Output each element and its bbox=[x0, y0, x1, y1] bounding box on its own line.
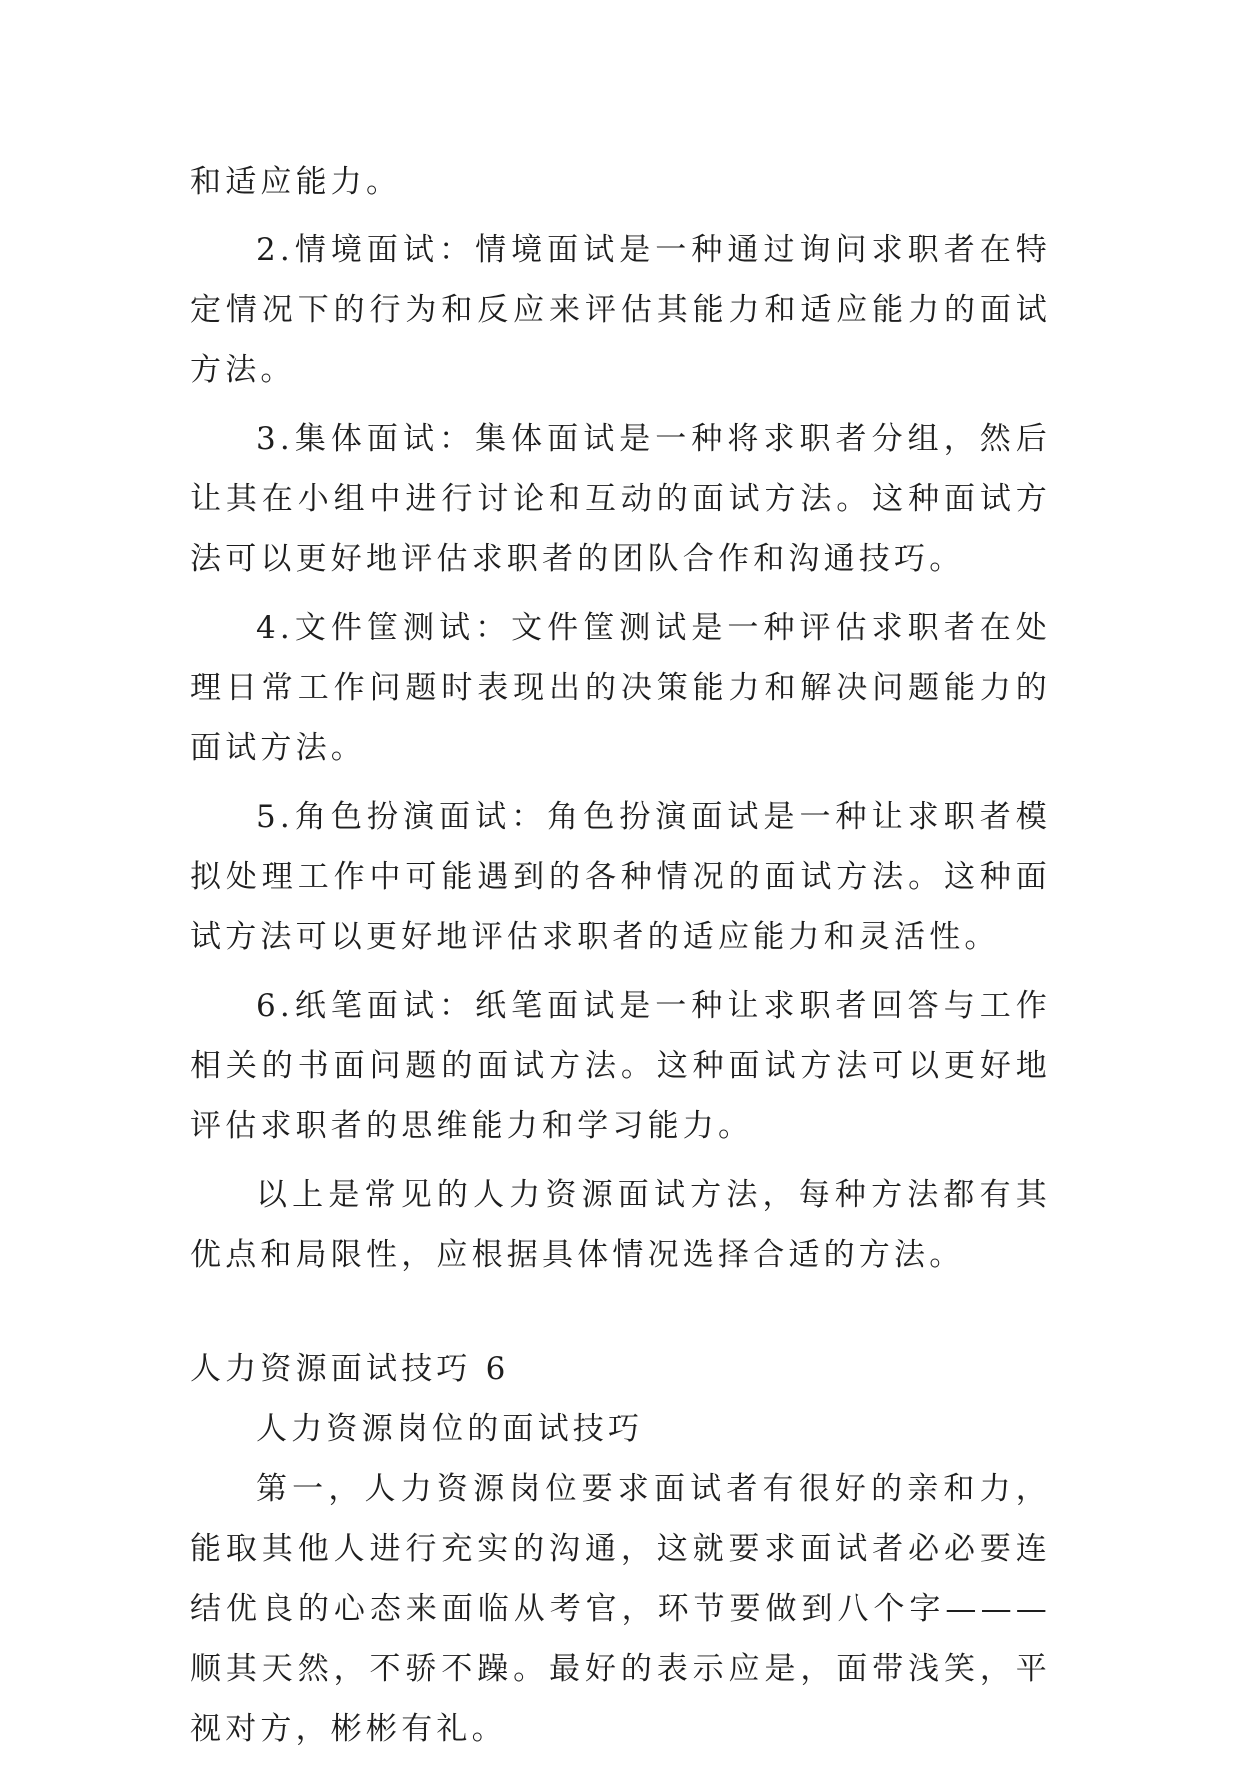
paragraph-continuation: 和适应能力。 bbox=[190, 164, 402, 200]
section-title: 人力资源面试技巧 6 bbox=[190, 1351, 510, 1387]
section-body-paragraph: 第一，人力资源岗位要求面试者有很好的亲和力，能取其他人进行充实的沟通，这就要求面试者必必要连结优良的心态来面临从考官，环节要做到八个字———顺其天然，不骄不躁。最好的表示应是，面带浅笑，平视对方，彬彬有礼。 bbox=[190, 1471, 1051, 1747]
paragraph-item-4: 4.文件筐测试：文件筐测试是一种评估求职者在处理日常工作问题时表现出的决策能力和解决问题能力的面试方法。 bbox=[190, 610, 1051, 766]
document-page bbox=[190, 152, 1051, 1768]
section-subtitle: 人力资源岗位的面试技巧 bbox=[256, 1411, 644, 1447]
paragraph-item-2: 2.情境面试：情境面试是一种通过询问求职者在特定情况下的行为和反应来评估其能力和适应能力的面试方法。 bbox=[190, 232, 1051, 388]
paragraph-item-6: 6.纸笔面试：纸笔面试是一种让求职者回答与工作相关的书面问题的面试方法。这种面试方法可以更好地评估求职者的思维能力和学习能力。 bbox=[190, 988, 1051, 1144]
paragraph-summary: 以上是常见的人力资源面试方法，每种方法都有其优点和局限性，应根据具体情况选择合适的方法。 bbox=[190, 1177, 1051, 1273]
paragraph-item-3: 3.集体面试：集体面试是一种将求职者分组，然后让其在小组中进行讨论和互动的面试方法。这种面试方法可以更好地评估求职者的团队合作和沟通技巧。 bbox=[190, 421, 1051, 577]
paragraph-item-5: 5.角色扮演面试：角色扮演面试是一种让求职者模拟处理工作中可能遇到的各种情况的面试方法。这种面试方法可以更好地评估求职者的适应能力和灵活性。 bbox=[190, 799, 1051, 955]
